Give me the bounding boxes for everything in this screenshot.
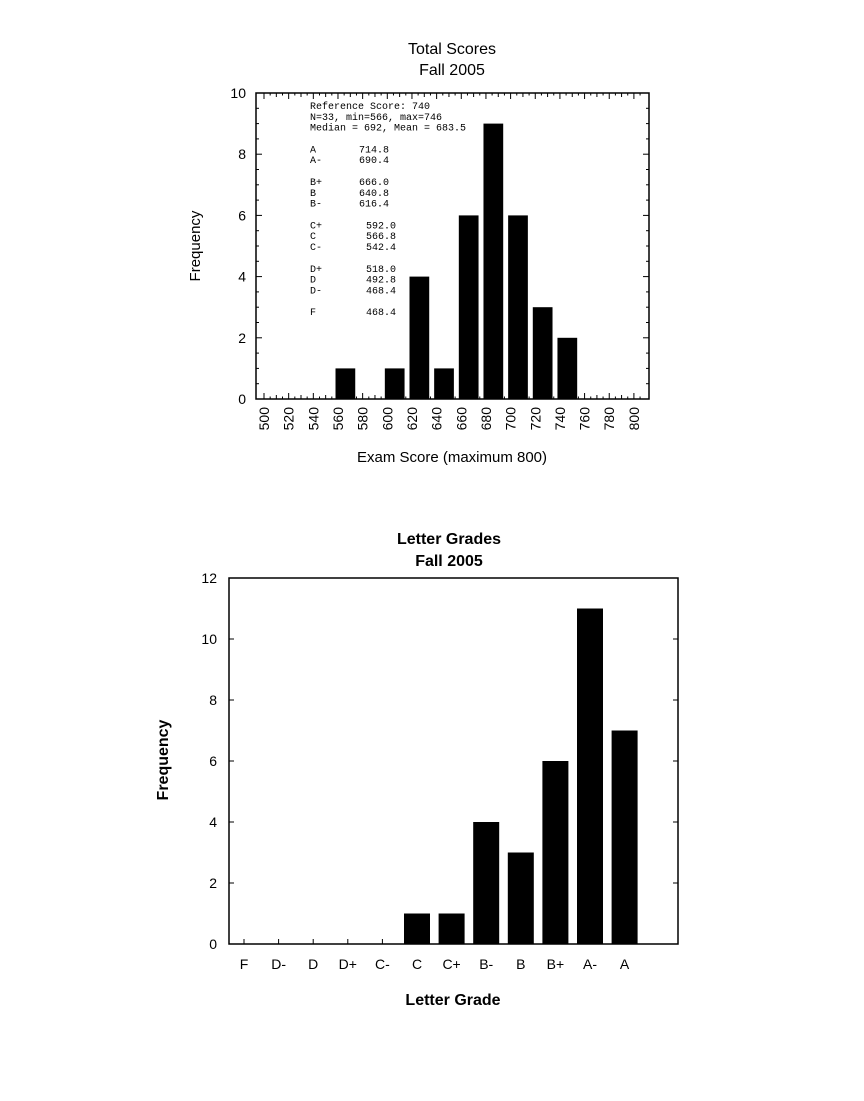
chart1-x-tick-label: 600 <box>379 407 396 431</box>
chart1-cutoff-grade: D+ <box>310 264 323 276</box>
chart1-x-tick-label: 540 <box>305 407 322 431</box>
chart2-x-tick-label: B <box>516 956 526 972</box>
chart1-x-tick-label: 700 <box>502 407 519 431</box>
chart1-y-tick-label: 8 <box>238 146 246 163</box>
chart1-bar-626 <box>409 277 429 399</box>
chart1-x-axis-label: Exam Score (maximum 800) <box>356 449 548 466</box>
chart1-annotation-line: N=33, min=566, max=746 <box>310 112 443 124</box>
chart1-x-tick-label: 780 <box>601 407 618 431</box>
chart1-subtitle: Fall 2005 <box>419 62 485 79</box>
letter-grades-chart <box>155 531 678 1009</box>
chart1-annotation-line: Reference Score: 740 <box>310 102 431 113</box>
chart1-cutoff-grade: B- <box>310 199 323 211</box>
chart1-cutoff-score: 640.8 <box>358 188 389 200</box>
chart1-cutoff-score: 492.8 <box>365 275 396 287</box>
chart1-x-tick-label: 560 <box>329 407 346 431</box>
chart1-cutoff-grade: C+ <box>310 221 323 233</box>
chart2-y-tick-label: 10 <box>201 631 217 647</box>
chart1-cutoff-score: 518.0 <box>365 264 396 276</box>
chart1-cutoff-score: 690.4 <box>358 156 389 168</box>
chart1-y-axis-label: Frequency <box>187 210 204 282</box>
chart2-x-tick-label: D- <box>271 956 286 972</box>
chart1-cutoff-score: 714.8 <box>358 145 389 157</box>
chart2-x-tick-label: C <box>411 956 423 972</box>
chart2-bar-B <box>508 853 534 945</box>
chart2-x-tick-label: F <box>239 956 249 972</box>
chart1-cutoff-grade: A- <box>310 156 323 168</box>
chart1-x-tick-label: 660 <box>453 407 470 431</box>
chart1-cutoff-grade: B <box>310 188 317 200</box>
chart1-cutoff-score: 592.0 <box>365 221 396 233</box>
chart1-y-tick-label: 6 <box>238 207 246 224</box>
chart1-cutoff-grade: F <box>310 308 317 320</box>
chart2-x-tick-label: D+ <box>338 956 357 972</box>
chart2-y-tick-label: 12 <box>201 570 217 586</box>
chart1-cutoff-grade: C- <box>310 243 323 254</box>
chart2-x-tick-label: B- <box>479 956 494 972</box>
chart1-bar-706 <box>508 215 528 399</box>
chart2-bar-A <box>612 731 638 945</box>
chart2-y-tick-label: 4 <box>209 814 217 830</box>
chart1-bar-726 <box>533 307 553 399</box>
chart2-bar-B- <box>473 822 499 944</box>
chart2-y-tick-label: 2 <box>209 875 217 891</box>
chart1-y-tick-label: 0 <box>238 391 246 407</box>
chart2-y-axis <box>201 570 678 952</box>
chart2-x-tick-label: D <box>308 956 319 972</box>
chart1-x-tick-label: 520 <box>280 407 297 431</box>
chart2-x-axis-label: Letter Grade <box>405 992 501 1009</box>
chart1-y-tick-label: 2 <box>238 329 246 346</box>
chart1-cutoff-score: 468.4 <box>365 308 396 320</box>
chart2-y-tick-label: 6 <box>209 753 217 769</box>
chart2-bars <box>404 609 638 945</box>
chart1-y-tick-label: 4 <box>238 268 246 285</box>
chart1-y-tick-label: 10 <box>230 85 246 101</box>
chart1-cutoff-score: 566.8 <box>365 232 396 244</box>
chart1-cutoff-grade: D- <box>310 286 323 298</box>
chart2-y-axis-label: Frequency <box>155 719 172 801</box>
chart1-annotation-line: Median = 692, Mean = 683.5 <box>310 123 467 135</box>
chart1-x-tick-label: 720 <box>527 407 544 431</box>
chart1-x-tick-label: 620 <box>403 407 420 431</box>
chart1-cutoff-score: 468.4 <box>365 286 396 298</box>
chart1-bar-686 <box>483 124 503 399</box>
chart2-y-tick-label: 0 <box>209 936 217 952</box>
chart1-cutoff-score: 542.4 <box>365 243 396 254</box>
chart1-title: Total Scores <box>407 41 497 58</box>
chart1-annotation <box>310 101 466 319</box>
chart2-subtitle: Fall 2005 <box>415 553 483 570</box>
chart1-x-tick-label: 580 <box>354 407 371 431</box>
chart1-cutoff-grade: D <box>310 275 317 287</box>
chart1-bar-746 <box>557 338 577 399</box>
chart2-bar-B+ <box>542 761 568 944</box>
chart1-x-tick-label: 680 <box>477 407 494 431</box>
chart2-x-tick-label: A- <box>583 956 597 972</box>
chart1-x-tick-label: 740 <box>551 407 568 431</box>
total-scores-chart <box>187 41 649 466</box>
chart1-bar-666 <box>459 215 479 399</box>
chart2-x-tick-label: A <box>619 956 630 972</box>
chart2-x-tick-label: B+ <box>546 956 565 972</box>
chart1-x-tick-label: 500 <box>256 407 272 431</box>
chart2-title: Letter Grades <box>396 531 502 548</box>
chart1-x-tick-label: 800 <box>625 407 642 431</box>
chart1-x-tick-label: 640 <box>428 407 445 431</box>
chart1-cutoff-grade: B+ <box>310 178 323 189</box>
chart2-bar-A- <box>577 609 603 945</box>
chart1-cutoff-score: 616.4 <box>358 199 389 211</box>
chart2-plot-frame <box>229 578 678 944</box>
chart1-cutoff-score: 666.0 <box>358 178 389 189</box>
chart1-x-tick-label: 760 <box>576 407 593 431</box>
chart1-cutoff-grade: A <box>310 145 317 157</box>
chart2-x-tick-label: C+ <box>442 956 461 972</box>
chart2-x-tick-label: C- <box>375 956 390 972</box>
chart1-cutoff-grade: C <box>310 232 317 244</box>
chart2-y-tick-label: 8 <box>209 692 217 708</box>
